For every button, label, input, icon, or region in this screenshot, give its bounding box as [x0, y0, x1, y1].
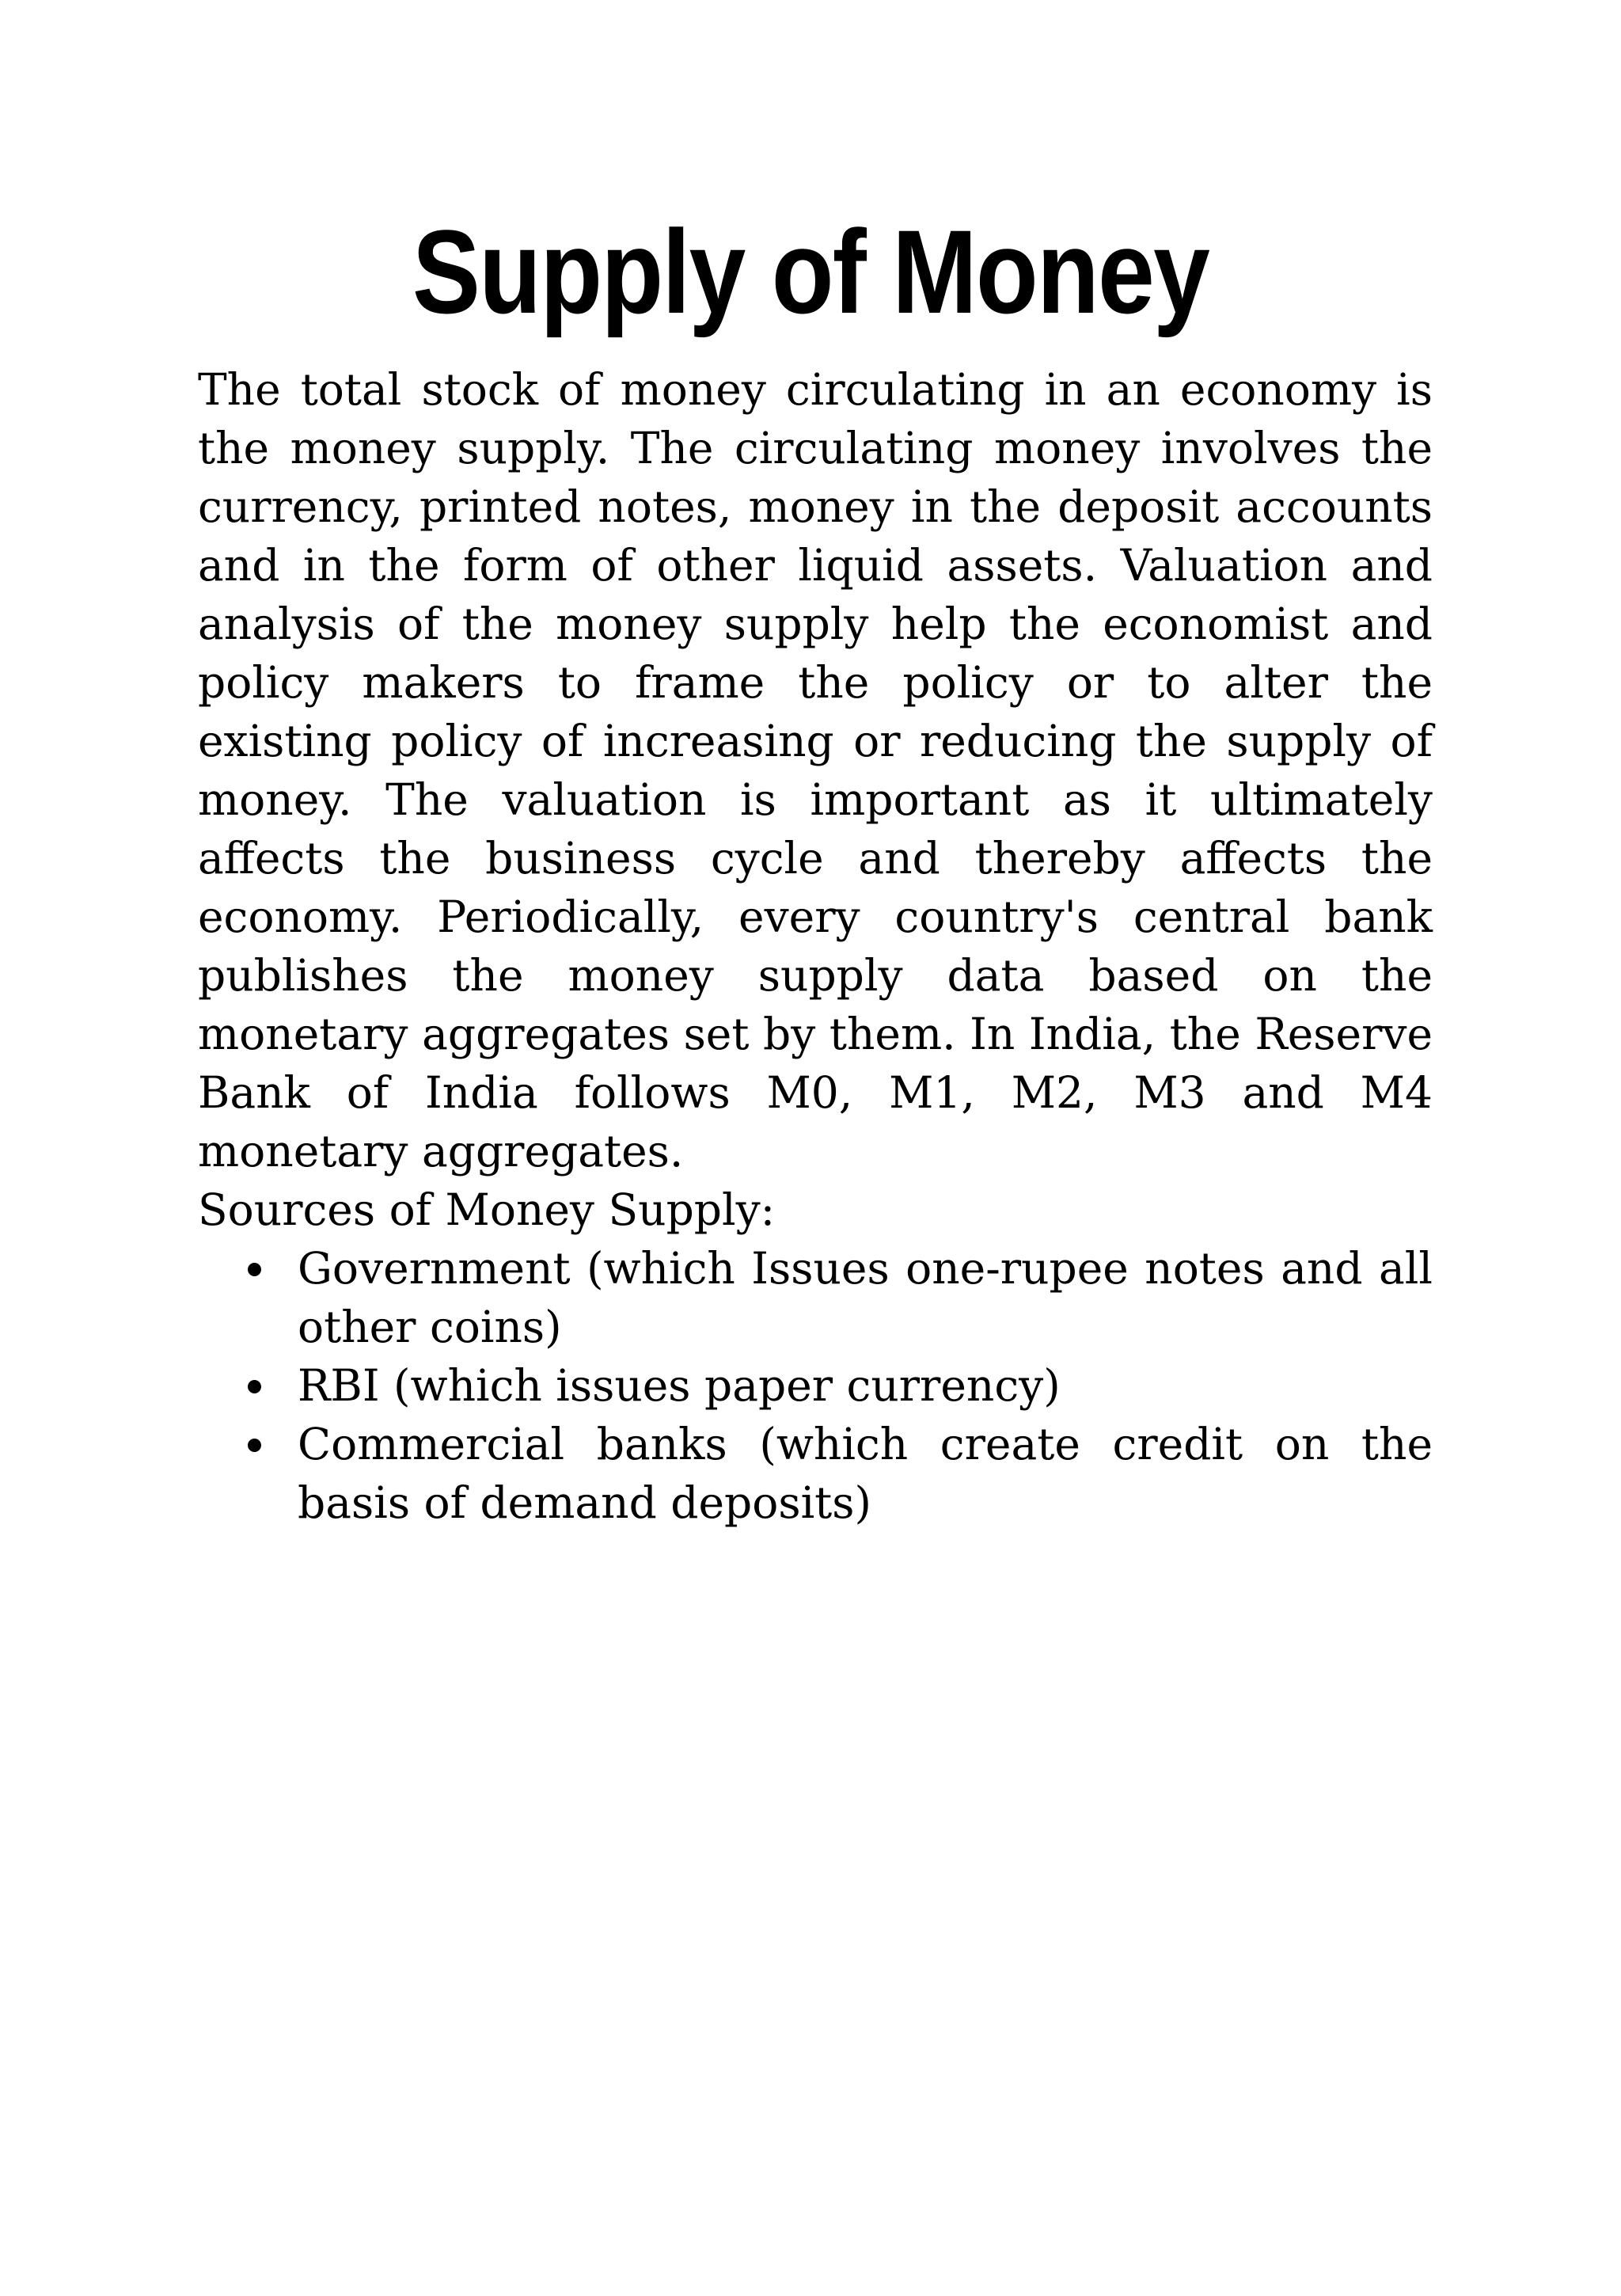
bullet-icon	[248, 1380, 261, 1393]
list-item	[198, 1415, 1433, 1532]
list-item	[198, 1239, 1433, 1356]
list-item-text: Commercial banks (which create credit on the basis of demand deposits)	[298, 1419, 1433, 1528]
sources-heading: Sources of Money Supply:	[198, 1184, 776, 1235]
document-body	[198, 360, 1433, 1532]
bullet-icon	[248, 1263, 261, 1276]
list-item-text: RBI (which issues paper currency)	[298, 1360, 1061, 1411]
page-title: Supply of Money	[412, 205, 1209, 338]
list-item	[198, 1356, 1433, 1415]
sources-list	[198, 1239, 1433, 1532]
list-item-text: Government (which Issues one-rupee notes and all other coins)	[298, 1243, 1433, 1352]
intro-paragraph: The total stock of money circulating in an economy is the money supply. The circulating money involves the currency, printed notes, money in the deposit accounts and in the form of other liquid assets. Valuation and analysis of the money supply help the economist and policy makers to frame the policy or to alter the existing policy of increasing or reducing the supply of money. The valuation is important as it ultimately affects the business cycle and thereby affects the economy. Periodically, every country's central bank publishes the money supply data based on the monetary aggregates set by them. In India, the Reserve Bank of India follows M0, M1, M2, M3 and M4 monetary aggregates.	[198, 364, 1433, 1177]
bullet-icon	[248, 1439, 261, 1452]
